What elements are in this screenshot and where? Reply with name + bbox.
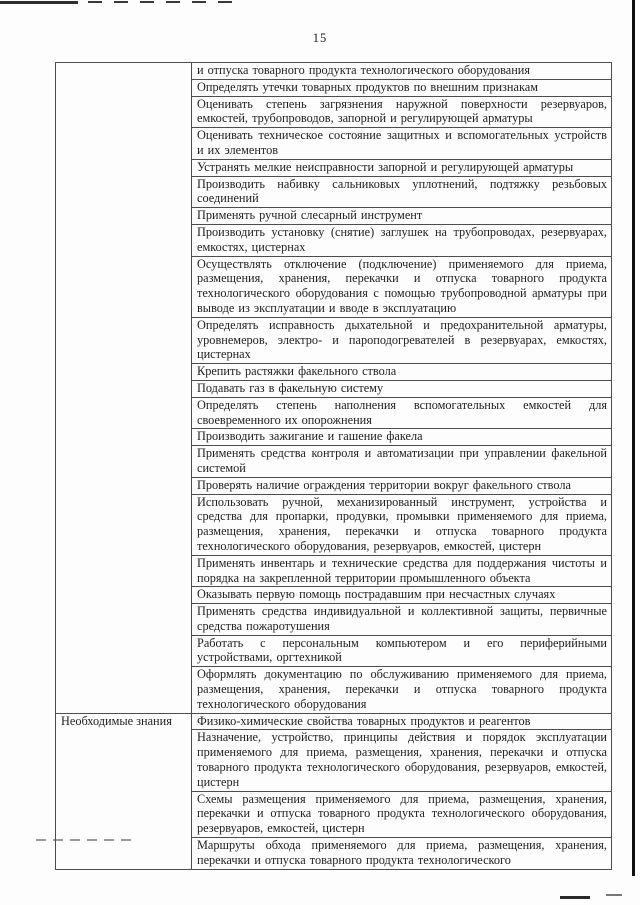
scan-artifact-right-edge-line: [632, 0, 635, 876]
scan-artifact-bottom-right-dash-small: [606, 894, 622, 896]
requirement-text-cell: Маршруты обхода применяемого для приема, размещения, хранения, перекачки и отпуска товарного продукта технологического: [192, 838, 612, 870]
requirement-text-cell: Проверять наличие ограждения территории вокруг факельного ствола: [192, 477, 612, 494]
requirement-text-cell: Устранять мелкие неисправности запорной и регулирующей арматуры: [192, 159, 612, 176]
requirement-text-cell: Применять инвентарь и технические средства для поддержания чистоты и порядка на закрепленной территории промышленного объекта: [192, 555, 612, 587]
scan-artifact-top-left-dashes: [88, 1, 238, 3]
requirement-text-cell: Применять средства контроля и автоматизации при управлении факельной системой: [192, 446, 612, 478]
requirement-text-cell: Схемы размещения применяемого для приема, размещения, хранения, перекачки и отпуска товарного продукта технологического оборудования, резервуаров, емкостей, цистерн: [192, 791, 612, 837]
requirements-table: [55, 62, 612, 870]
requirement-text-cell: Определять исправность дыхательной и предохранительной арматуры, уровнемеров, электро- и пароподогревателей в резервуарах, емкостях, цистернах: [192, 317, 612, 363]
requirement-text-cell: Подавать газ в факельную систему: [192, 380, 612, 397]
requirement-text-cell: Оказывать первую помощь пострадавшим при несчастных случаях: [192, 587, 612, 604]
requirement-text-cell: Назначение, устройство, принципы действия и порядок эксплуатации применяемого для приема, размещения, хранения, перекачки и отпуска товарного продукта технологического оборудования, резервуаров, емкостей, цистерн: [192, 730, 612, 791]
table-row: [56, 713, 612, 730]
requirement-text-cell: Оформлять документацию по обслуживанию применяемого для приема, размещения, хранения, перекачки и отпуска товарного продукта технологического оборудования: [192, 667, 612, 713]
requirement-text-cell: Применять ручной слесарный инструмент: [192, 208, 612, 225]
section-label-cell-empty: [56, 63, 192, 714]
scan-artifact-top-left-dash: [0, 1, 78, 4]
requirement-text-cell: Использовать ручной, механизированный инструмент, устройства и средства для пропарки, продувки, промывки применяемого для приема, размещения, хранения, перекачки и отпуска товарного продукта технологического оборудования, резервуаров, емкостей, цистерн: [192, 494, 612, 555]
requirement-text-cell: Осуществлять отключение (подключение) применяемого для приема, размещения, хранения, перекачки и отпуска товарного продукта технологического оборудования с помощью трубопроводной арматуры при выводе из эксплуатации и вводе в эксплуатацию: [192, 256, 612, 317]
requirement-text-cell: Определять степень наполнения вспомогательных емкостей для своевременного их опорожнения: [192, 397, 612, 429]
requirement-text-cell: Физико-химические свойства товарных продуктов и реагентов: [192, 713, 612, 730]
requirement-text-cell: Оценивать степень загрязнения наружной поверхности резервуаров, емкостей, трубопроводов, запорной и регулирующей арматуры: [192, 96, 612, 128]
requirements-table-body: [56, 63, 612, 870]
table-row: [56, 63, 612, 80]
scan-artifact-bottom-right-dash: [560, 896, 590, 899]
section-label-cell: Необходимые знания: [56, 713, 192, 869]
requirement-text-cell: Производить установку (снятие) заглушек на трубопроводах, резервуарах, емкостях, цистернах: [192, 224, 612, 256]
requirement-text-cell: Производить набивку сальниковых уплотнений, подтяжку резьбовых соединений: [192, 176, 612, 208]
requirement-text-cell: Крепить растяжки факельного ствола: [192, 364, 612, 381]
requirement-text-cell: Производить зажигание и гашение факела: [192, 429, 612, 446]
requirement-text-cell: Применять средства индивидуальной и коллективной защиты, первичные средства пожаротушения: [192, 604, 612, 636]
requirement-text-cell: Работать с персональным компьютером и его периферийными устройствами, оргтехникой: [192, 635, 612, 667]
page-number: 15: [312, 31, 328, 45]
requirement-text-cell: и отпуска товарного продукта технологического оборудования: [192, 63, 612, 80]
requirement-text-cell: Оценивать техническое состояние защитных и вспомогательных устройств и их элементов: [192, 128, 612, 160]
requirement-text-cell: Определять утечки товарных продуктов по внешним признакам: [192, 79, 612, 96]
